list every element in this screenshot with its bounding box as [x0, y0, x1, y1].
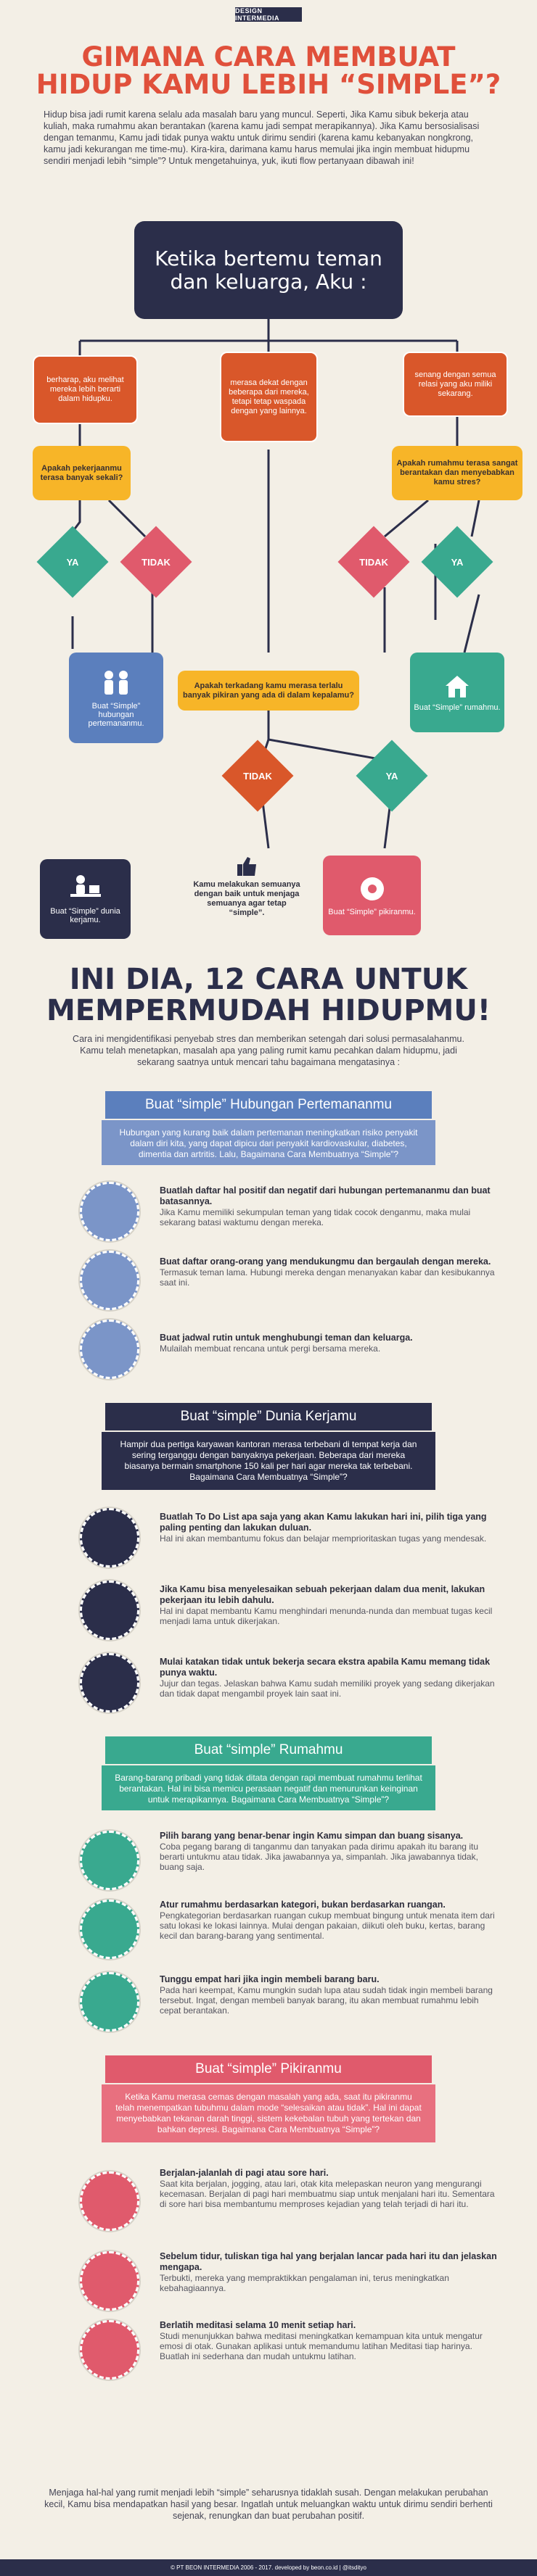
- brand-logo: DESIGN INTERMEDIA: [235, 7, 302, 22]
- friendship-item-2: [160, 1256, 501, 1288]
- flow-result-ok-text: Kamu melakukan semuanya dengan baik untuk menjaga semuanya agar tetap “simple”.: [193, 880, 300, 917]
- flow-result-home: [410, 653, 504, 732]
- mind-item-1: [160, 2168, 501, 2209]
- section-work-banner: [105, 1403, 432, 1430]
- home-item-1-desc: Coba pegang barang di tanganmu dan tanyakan pada dirimu apakah itu barang itu berarti untukmu atau tidak. Jika jawabannya ya, simpanlah. Jika jawabannya tidak, buang saja.: [160, 1842, 478, 1872]
- friendship-item-2-desc: Termasuk teman lama. Hubungi mereka dengan menanyakan kabar dan kesibukannya saat ini.: [160, 1267, 495, 1288]
- mind-item-3-desc: Studi menunjukkan bahwa meditasi meningkatkan kemampuan kita untuk mengatur emosi di otak. Gunakan aplikasi untuk memandumu latihan Meditasi tiap harinya. Buatlah ini sederhana dan mudah untukmu latihan.: [160, 2331, 483, 2361]
- home-item-1: [160, 1831, 501, 1872]
- mind-item-1-title: Berjalan-jalanlah di pagi atau sore hari.: [160, 2168, 329, 2178]
- friendship-item-1: [160, 1185, 501, 1227]
- home-item-2: [160, 1900, 501, 1941]
- home-item-2-desc: Pengkategorian berdasarkan ruangan cukup membuat bingung untuk menata item dari satu lokasi ke lokasi lainnya. Mulai dengan pakaian, diikuti oleh buku, kertas, barang kecil dan barang-barang yang sentimental.: [160, 1910, 495, 1941]
- section-home-banner: [105, 1736, 432, 1764]
- work-item-2: [160, 1584, 501, 1626]
- mind-item-2-title: Sebelum tidur, tuliskan tiga hal yang berjalan lancar pada hari itu dan jelaskan mengapa.: [160, 2251, 497, 2272]
- flow-question-mind: [178, 671, 359, 711]
- section-home-panel: Barang-barang pribadi yang tidak ditata dengan rapi membuat rumahmu terlihat berantakan. Hal ini bisa memicu perasaan negatif dan menurunkan keinginan untuk merapikannya. Bagaimana Cara Membuatnya “Simple”?: [102, 1765, 435, 1810]
- flow-option-right: [403, 352, 508, 417]
- flow-question-work-text: Apakah pekerjaanmu terasa banyak sekali?: [40, 463, 123, 482]
- hourglass-icon: [80, 1581, 139, 1640]
- friendship-item-1-title: Buatlah daftar hal positif dan negatif dari hubungan pertemananmu dan buat batasannya.: [160, 1185, 491, 1206]
- flow-option-left: [33, 355, 138, 424]
- main-headline-line-2: MEMPERMUDAH HIDUPMU!: [46, 994, 491, 1027]
- flow-result-friendship-text: Buat “Simple” hubungan pertemananmu.: [88, 701, 144, 728]
- say-no-icon: [80, 1653, 139, 1712]
- home-item-3: [160, 1974, 501, 2016]
- flow-result-mind: [323, 856, 421, 935]
- diamond-tidak-right-label: TIDAK: [359, 556, 388, 568]
- meditation-icon: [80, 2320, 139, 2380]
- flow-option-middle: [220, 352, 318, 442]
- group-people-icon: [80, 1251, 139, 1310]
- flow-question-mind-text: Apakah terkadang kamu merasa terlalu banyak pikiran yang ada di dalam kepalamu?: [183, 681, 354, 700]
- walking-icon: [80, 2171, 139, 2231]
- closing-note: Menjaga hal-hal yang rumit menjadi lebih “simple” seharusnya tidaklah susah. Dengan melakukan perubahan kecil, Kamu bisa mendapatkan hasil yang besar. Ingatlah untuk meluangkan waktu untuk dirimu sendiri berhenti sejenak, renungkan dan buat perubahan positif.: [44, 2488, 493, 2521]
- todo-list-icon: [80, 1508, 139, 1567]
- section-mind-title: Buat “simple” Pikiranmu: [195, 2061, 342, 2076]
- title-line-2: HIDUP KAMU LEBIH “SIMPLE”?: [36, 69, 501, 100]
- shelf-icon: [80, 1900, 139, 1959]
- work-item-1: [160, 1512, 501, 1544]
- work-item-1-title: Buatlah To Do List apa saja yang akan Kamu lakukan hari ini, pilih tiga yang paling penting dan lakukan duluan.: [160, 1512, 487, 1533]
- section-mind-banner: [105, 2055, 432, 2083]
- shopping-cart-icon: [80, 1972, 139, 2032]
- work-item-2-desc: Hal ini dapat membantu Kamu menghindari menunda-nunda dan membuat tugas kecil menjadi lama untuk dikerjakan.: [160, 1606, 493, 1626]
- intro-text: Hidup bisa jadi rumit karena selalu ada masalah baru yang muncul. Seperti, Jika Kamu sibuk bekerja atau kuliah, maka rumahmu akan berantakan (karena kamu jadi sempat merapikannya). Jika Kamu bersosialisasi dengan temanmu, Kamu jadi tidak punya waktu untuk dirimu sendiri (karena kamu kebanyakan nongkrong, kamu jadi kekurangan me time-mu). Kira-kira, darimana kamu harus memulai jika ingin membuat hidupmu sendiri menjadi lebih “simple”? Untuk mengetahuinya, yuk, ikuti flow pertanyaan dibawah ini!: [44, 109, 480, 166]
- diamond-ya-right-label: YA: [451, 556, 464, 568]
- friendship-item-1-desc: Jika Kamu memiliki sekumpulan teman yang tidak cocok denganmu, maka mulai sekarang batasi waktumu dengan mereka.: [160, 1207, 471, 1227]
- brain-gear-icon: [358, 874, 387, 903]
- checklist-icon: [80, 1182, 139, 1241]
- main-headline: [15, 964, 522, 1027]
- section-work-title: Buat “simple” Dunia Kerjamu: [180, 1409, 357, 1424]
- house-icon: [443, 673, 472, 699]
- flow-option-left-text: berharap, aku melihat mereka lebih berarti dalam hidupku.: [46, 376, 124, 403]
- writing-icon: [80, 2251, 139, 2311]
- mind-item-3: [160, 2320, 501, 2361]
- flow-option-middle-text: merasa dekat dengan beberapa dari mereka, tetapi tetap waspada dengan yang lainnya.: [229, 378, 309, 415]
- flow-question-home-text: Apakah rumahmu terasa sangat berantakan dan menyebabkan kamu stres?: [396, 459, 518, 486]
- diamond-ya-mid-label: YA: [385, 770, 398, 782]
- people-icon: [100, 668, 132, 697]
- main-headline-line-1: INI DIA, 12 CARA UNTUK: [69, 963, 468, 996]
- work-item-1-desc: Hal ini akan membantumu fokus dan belajar memprioritaskan tugas yang mendesak.: [160, 1533, 487, 1544]
- flow-result-work: [40, 859, 131, 939]
- calendar-icon: [80, 1320, 139, 1379]
- hand-box-icon: [80, 1831, 139, 1890]
- flow-start-text: Ketika bertemu teman dan keluarga, Aku :: [155, 246, 382, 294]
- diamond-tidak-left-label: TIDAK: [142, 556, 171, 568]
- flow-result-home-text: Buat “Simple” rumahmu.: [414, 703, 501, 712]
- section-friendship-title: Buat “simple” Hubungan Pertemananmu: [144, 1097, 393, 1112]
- mind-item-2-desc: Terbukti, mereka yang mempraktikkan pengalaman ini, terus meningkatkan kebahagiaannya.: [160, 2273, 449, 2293]
- flow-result-work-text: Buat “Simple” dunia kerjamu.: [50, 907, 120, 924]
- work-item-3: [160, 1657, 501, 1699]
- work-item-2-title: Jika Kamu bisa menyelesaikan sebuah pekerjaan dalam dua menit, lakukan pekerjaan itu lebih dahulu.: [160, 1584, 485, 1605]
- mind-item-2: [160, 2251, 501, 2293]
- desk-worker-icon: [69, 874, 102, 903]
- flow-result-ok: [192, 856, 301, 953]
- title-line-1: GIMANA CARA MEMBUAT: [81, 41, 456, 73]
- friendship-item-3-desc: Mulailah membuat rencana untuk pergi bersama mereka.: [160, 1343, 381, 1354]
- flow-question-home: [392, 446, 522, 500]
- home-item-3-title: Tunggu empat hari jika ingin membeli barang baru.: [160, 1974, 380, 1984]
- friendship-item-3: [160, 1333, 501, 1354]
- friendship-item-2-title: Buat daftar orang-orang yang mendukungmu dan bergaulah dengan mereka.: [160, 1256, 491, 1267]
- mind-item-1-desc: Saat kita berjalan, jogging, atau lari, otak kita melepaskan neuron yang mengurangi kecemasan. Berjalan di pagi hari membuatmu siap untuk menjalani hari itu. Sementara di sore hari bisa membantumu memproses kejadian yang telah terjadi di hari itu.: [160, 2179, 495, 2209]
- home-item-2-title: Atur rumahmu berdasarkan kategori, bukan berdasarkan ruangan.: [160, 1900, 446, 1910]
- diamond-ya-left-label: YA: [66, 556, 79, 568]
- friendship-item-3-title: Buat jadwal rutin untuk menghubungi teman dan keluarga.: [160, 1333, 413, 1343]
- home-item-1-title: Pilih barang yang benar-benar ingin Kamu simpan dan buang sisanya.: [160, 1831, 464, 1841]
- work-item-3-title: Mulai katakan tidak untuk bekerja secara ekstra apabila Kamu memang tidak punya waktu.: [160, 1657, 491, 1678]
- main-intro: Cara ini mengidentifikasi penyebab stres dan memberikan setengah dari solusi permasalahanmu. Kamu telah menetapkan, masalah apa yang paling rumit kamu pecahkan dalam hidupmu, jadi sekarang saatnya untuk mencari tahu bagaimana mengatasinya :: [73, 1034, 464, 1067]
- section-home-title: Buat “simple” Rumahmu: [194, 1742, 343, 1757]
- section-friendship-panel: Hubungan yang kurang baik dalam pertemanan meningkatkan risiko penyakit dalam diri kita, yang dapat dipicu dari penyakit kardiovaskular, diabetes, dimentia dan artritis. Lalu, Bagaimana Cara Membuatnya “Simple”?: [102, 1120, 435, 1165]
- flow-question-work: [33, 446, 131, 500]
- flow-option-right-text: senang dengan semua relasi yang aku miliki sekarang.: [414, 370, 496, 398]
- mind-item-3-title: Berlatih meditasi selama 10 menit setiap hari.: [160, 2320, 356, 2330]
- footer-credit: © PT BEON INTERMEDIA 2006 - 2017. developed by beon.co.id | @itsdityo: [0, 2559, 537, 2576]
- diamond-tidak-mid-label: TIDAK: [243, 770, 272, 782]
- flow-start-box: [134, 221, 403, 319]
- flow-result-mind-text: Buat “Simple” pikiranmu.: [328, 908, 416, 916]
- thumbs-up-icon: [234, 856, 259, 877]
- home-item-3-desc: Pada hari keempat, Kamu mungkin sudah lupa atau sudah tidak ingin membeli barang tersebut. Ingat, dengan membeli banyak barang, itu akan membuat rumahmu lebih cepat berantakan.: [160, 1985, 493, 2016]
- section-friendship-banner: [105, 1091, 432, 1119]
- section-mind-panel: Ketika Kamu merasa cemas dengan masalah yang ada, saat itu pikiranmu telah menempatkan tubuhmu dalam mode “selesaikan atau tidak”. Hal ini dapat menyebabkan tekanan darah tinggi, sistem kekebalan tubuh yang tertekan dan bahkan depresi. Bagaimana Cara Membuatnya “Simple”?: [102, 2084, 435, 2142]
- flow-result-friendship: [69, 653, 163, 743]
- work-item-3-desc: Jujur dan tegas. Jelaskan bahwa Kamu sudah memiliki proyek yang sedang dikerjakan dan tidak dapat mengambil proyek lain saat ini.: [160, 1678, 495, 1699]
- section-work-panel: Hampir dua pertiga karyawan kantoran merasa terbebani di tempat kerja dan sering terganggu dengan banyaknya pekerjaan. Beberapa dari mereka biasanya bermain smartphone 150 kali per hari agar mereka tak terbebani. Bagaimana Cara Membuatnya “Simple”?: [102, 1432, 435, 1490]
